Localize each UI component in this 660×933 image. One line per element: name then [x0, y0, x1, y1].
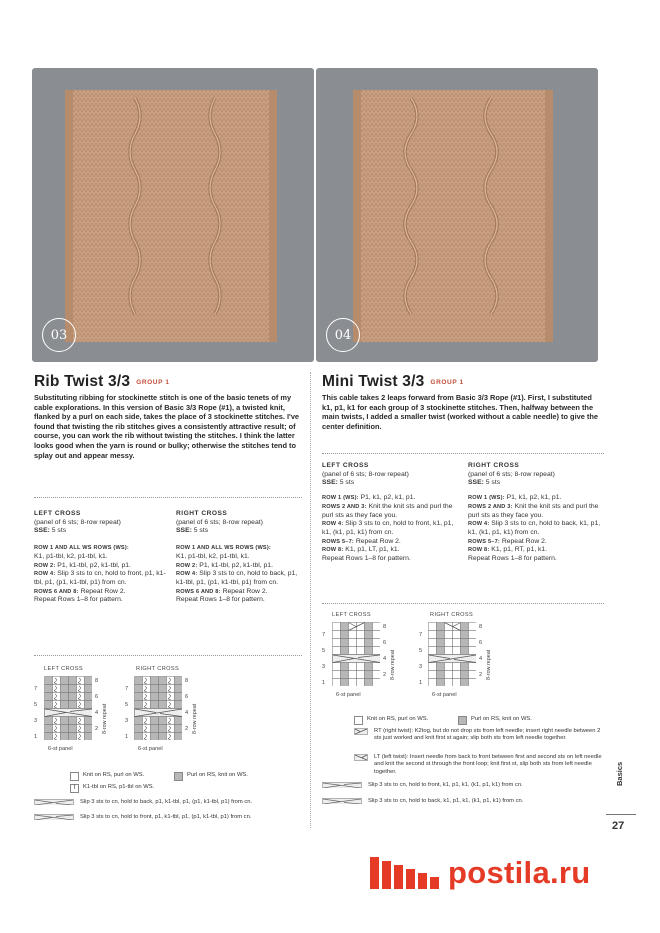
chart-cell: [437, 631, 445, 639]
chart-cell: [333, 647, 341, 655]
section-heading: LEFT CROSS: [34, 510, 81, 517]
row-instruction: Repeat Rows 1–8 for pattern.: [468, 555, 557, 563]
chart-cell: [135, 677, 143, 685]
chart-cell: [45, 693, 53, 701]
chart-cell: [151, 717, 159, 725]
chart-cell: [469, 679, 477, 687]
chart-cell: [45, 685, 53, 693]
chart-cell: [469, 663, 477, 671]
chart-cell: [45, 725, 53, 733]
repeat-label: 8-row repeat: [192, 703, 198, 734]
chart-cell: [333, 631, 341, 639]
row-instruction: Repeat Rows 1–8 for pattern.: [176, 596, 265, 604]
chart-cell: [341, 647, 349, 655]
chart-cell: [61, 717, 69, 725]
repeat-label: 8-row repeat: [390, 649, 396, 680]
chart-cell: [461, 647, 469, 655]
chart-cell: [365, 647, 373, 655]
section-heading: RIGHT CROSS: [176, 510, 228, 517]
row-instruction: ROWS 6 AND 8: Repeat Row 2.: [176, 587, 268, 595]
chart-grid-right-cross: [134, 676, 182, 740]
chart-cell: [175, 717, 183, 725]
divider: [322, 603, 604, 604]
chart-cell: [341, 631, 349, 639]
chart-cell: [373, 631, 381, 639]
sse-value: 5 sts: [339, 479, 355, 487]
panel-label: 6-st panel: [336, 692, 361, 698]
chart-cell: [373, 671, 381, 679]
chart-cell: [373, 647, 381, 655]
chart-cell: [365, 671, 373, 679]
chart-cell: [159, 701, 167, 709]
legend-item: Slip 3 sts to cn, hold to front, p1, k1-tbl, p1, (p1, k1-tbl, p1) from cn.: [34, 814, 251, 821]
chart-cell: [85, 701, 93, 709]
row-instruction: ROW 1 AND ALL WS ROWS (WS): K1, p1-tbl, k2, p1-tbl, k1.: [176, 545, 271, 560]
panel-label: 6-st panel: [48, 746, 73, 752]
chart-cell: [461, 671, 469, 679]
chart-cell: [341, 671, 349, 679]
legend-mini-twist: [322, 716, 606, 828]
section-heading: RIGHT CROSS: [468, 462, 520, 469]
watermark-logo-icon: [370, 855, 442, 891]
row-instruction: ROW 4: Slip 3 sts to cn, hold to front, k1, p1, k1, (k1, p1, k1) from cn.: [322, 520, 454, 536]
sse-label: SSE:: [322, 479, 338, 487]
pattern-intro: This cable takes 2 leaps forward from Basic 3/3 Rope (#1). First, I substituted k1, p1, k1 for each group of 3 stockinette stitches. Then, halfway between the main twists, I added a smaller twist (worked without a cable needle) to give the center definition.: [322, 393, 598, 431]
watermark-text: postila: [448, 855, 551, 890]
chart-cell: [175, 725, 183, 733]
chart-cell: [429, 623, 437, 631]
row-instruction: ROW 2: P1, k1-tbl, p2, k1-tbl, p1.: [176, 561, 273, 569]
chart-cell: [159, 685, 167, 693]
watermark-tld: .ru: [550, 855, 591, 890]
chart-cell: [341, 663, 349, 671]
chart-cell: [365, 623, 373, 631]
chart-cell: [61, 733, 69, 741]
pattern-title: [34, 373, 170, 391]
chart-cell: [349, 679, 357, 687]
row-instruction: ROWS 6 AND 8: Repeat Row 2.: [34, 587, 126, 595]
cable-front-symbol-icon: [34, 814, 74, 820]
chart-cell: [85, 685, 93, 693]
row-instruction: Repeat Rows 1–8 for pattern.: [34, 596, 123, 604]
row-instruction: ROW 4: Slip 3 sts to cn, hold to front, p1, k1-tbl, p1, (p1, k1-tbl, p1) from cn.: [34, 570, 166, 586]
chart-cell: [151, 733, 159, 741]
chart-title-right: RIGHT CROSS: [430, 612, 474, 618]
legend-item: Slip 3 sts to cn, hold to front, k1, p1, k1, (k1, p1, k1) from cn.: [322, 782, 523, 789]
charts-rib-twist: LEFT CROSS RIGHT CROSS 7 5 3 1 8 6 4 2 8-row repeat 7 5 3 1 8 6 4 2 8-row repeat 6-st panel 6-st panel: [34, 666, 198, 752]
chart-cell: [453, 647, 461, 655]
chart-cell: [357, 631, 365, 639]
chart-cell: [175, 685, 183, 693]
pattern-number-badge: 04: [326, 318, 360, 352]
chart-cell: [61, 693, 69, 701]
section-heading: LEFT CROSS: [322, 462, 369, 469]
chart-cell: [341, 639, 349, 647]
sse-label: SSE:: [468, 479, 484, 487]
panel-info: (panel of 6 sts; 8-row repeat): [34, 518, 121, 526]
chart-cell: [469, 631, 477, 639]
chart-cell: [469, 639, 477, 647]
chart-cell: [333, 671, 341, 679]
chart-cell: [437, 663, 445, 671]
chart-cell: [69, 717, 77, 725]
instructions-left-cross: [34, 510, 168, 605]
chart-cell: [357, 671, 365, 679]
panel-info: (panel of 6 sts; 8-row repeat): [176, 518, 263, 526]
chart-cell: [69, 725, 77, 733]
chart-cell: [135, 725, 143, 733]
pattern-title-text: Rib Twist 3/3: [34, 373, 131, 390]
chart-cell: [159, 677, 167, 685]
chart-cell: [61, 685, 69, 693]
knit-symbol-icon: [70, 772, 79, 781]
chart-cell: [357, 639, 365, 647]
chart-cell: [85, 717, 93, 725]
chart-cell: [333, 623, 341, 631]
chart-cell: [429, 631, 437, 639]
chart-cell: [45, 733, 53, 741]
row-instruction: ROW 1 (WS): P1, k1, p2, k1, p1.: [468, 494, 562, 502]
chart-cell: [175, 733, 183, 741]
chart-cell: [61, 701, 69, 709]
chart-cell: [341, 679, 349, 687]
chart-cell: [445, 679, 453, 687]
group-label: GROUP 1: [430, 379, 464, 386]
sse-label: SSE:: [34, 527, 50, 535]
chart-cell: [437, 647, 445, 655]
chart-cell: [365, 631, 373, 639]
chart-cell: [437, 639, 445, 647]
pattern-title: [322, 373, 464, 391]
chart-cell: [445, 639, 453, 647]
chart-grid-left-cross: [332, 622, 380, 686]
panel-info: (panel of 6 sts; 8-row repeat): [322, 470, 409, 478]
twisted-knit-icon: ⌇: [70, 784, 79, 793]
row-instruction: ROWS 2 AND 3: Knit the knit sts and purl the purl sts as they face you.: [322, 502, 453, 519]
chart-cell: [357, 679, 365, 687]
row-instruction: ROW 4: Slip 3 sts to cn, hold to back, k1, p1, k1, (k1, p1, k1) from cn.: [468, 520, 601, 536]
chart-cell: [135, 701, 143, 709]
row-instruction: Repeat Rows 1–8 for pattern.: [322, 555, 411, 563]
watermark: [370, 855, 591, 891]
chart-cell: [373, 639, 381, 647]
chart-cell: [429, 639, 437, 647]
chart-cell: [357, 647, 365, 655]
chart-grid-right-cross: [428, 622, 476, 686]
chart-cell: [175, 677, 183, 685]
chart-cell: [85, 693, 93, 701]
chart-cell: [469, 647, 477, 655]
chart-cell: [61, 725, 69, 733]
divider: [34, 655, 302, 656]
chart-cell: [135, 693, 143, 701]
pattern-number-badge: 03: [42, 318, 76, 352]
purl-symbol-icon: [458, 716, 467, 725]
chart-cell: [357, 623, 365, 631]
chart-cell: [469, 623, 477, 631]
repeat-label: 8-row repeat: [486, 649, 492, 680]
right-twist-icon: [354, 728, 368, 735]
row-instruction: ROW 4: Slip 3 sts to cn, hold to back, p1, k1-tbl, p1, (p1, k1-tbl, p1) from cn.: [176, 570, 298, 586]
pattern-title-text: Mini Twist 3/3: [322, 373, 425, 390]
chart-cell: [373, 663, 381, 671]
page-number-rule: [606, 814, 636, 815]
panel-label: 6-st panel: [138, 746, 163, 752]
chart-cell: [365, 663, 373, 671]
chart-cell: [365, 679, 373, 687]
chart-cell: [151, 685, 159, 693]
chart-cell: [61, 677, 69, 685]
instructions-right-cross: [176, 510, 304, 605]
chart-cell: [151, 693, 159, 701]
legend-item: Slip 3 sts to cn, hold to back, k1, p1, k1, (k1, p1, k1) from cn.: [322, 798, 523, 805]
group-label: GROUP 1: [136, 379, 170, 386]
chart-cell: [445, 631, 453, 639]
sse-value: 5 sts: [193, 527, 209, 535]
knit-symbol-icon: [354, 716, 363, 725]
chart-cell: [373, 679, 381, 687]
chart-cell: [151, 677, 159, 685]
chart-cell: [461, 639, 469, 647]
chart-grid-left-cross: [44, 676, 92, 740]
chart-cell: [469, 671, 477, 679]
chart-cell: [85, 725, 93, 733]
chart-cell: [333, 679, 341, 687]
sse-value: 5 sts: [485, 479, 501, 487]
column-divider: [310, 372, 311, 828]
row-instruction: ROW 1 (WS): P1, k1, p2, k1, p1.: [322, 494, 416, 502]
purl-symbol-icon: [174, 772, 183, 781]
chart-cell: [159, 717, 167, 725]
chart-cell: [135, 733, 143, 741]
chart-cell: [349, 671, 357, 679]
legend-item: ⌇ K1-tbl on RS, p1-tbl on WS.: [70, 784, 154, 793]
chart-title-left: LEFT CROSS: [44, 666, 84, 672]
chart-cell: [333, 639, 341, 647]
cable-back-symbol-icon: [322, 798, 362, 804]
instructions-right-cross: [468, 462, 606, 564]
divider: [34, 497, 302, 498]
chart-title-right: RIGHT CROSS: [136, 666, 180, 672]
chart-cell: [365, 639, 373, 647]
chart-cell: [135, 717, 143, 725]
chart-cell: [135, 685, 143, 693]
chart-cell: [333, 663, 341, 671]
instructions-left-cross: [322, 462, 462, 564]
left-twist-icon: [354, 754, 368, 761]
section-tab: Basics: [615, 761, 624, 786]
chart-cell: [159, 733, 167, 741]
sse-value: 5 sts: [51, 527, 67, 535]
chart-cell: [349, 663, 357, 671]
chart-cell: [429, 663, 437, 671]
legend-item: Purl on RS, knit on WS.: [458, 716, 532, 725]
row-instruction: ROW 8: K1, p1, RT, p1, k1.: [468, 546, 548, 554]
legend-item: Slip 3 sts to cn, hold to back, p1, k1-tbl, p1, (p1, k1-tbl, p1) from cn.: [34, 799, 252, 806]
chart-cell: [429, 671, 437, 679]
chart-cell: [349, 639, 357, 647]
chart-cell: [461, 663, 469, 671]
chart-cell: [45, 677, 53, 685]
chart-cell: [373, 623, 381, 631]
chart-cell: [349, 631, 357, 639]
chart-cell: [445, 647, 453, 655]
row-instruction: ROW 8: K1, p1, LT, p1, k1.: [322, 546, 400, 554]
legend-item: Purl on RS, knit on WS.: [174, 772, 248, 781]
legend-item: RT (right twist): K2tog, but do not drop sts from left needle; insert right needle between 2 sts just worked and knit first st again; slip both sts from left needle together.: [354, 728, 604, 743]
chart-cell: [159, 725, 167, 733]
chart-cell: [437, 623, 445, 631]
chart-cell: [445, 623, 453, 631]
chart-cell: [159, 693, 167, 701]
legend-rib-twist: [34, 772, 309, 832]
chart-cell: [453, 631, 461, 639]
chart-cell: [151, 701, 159, 709]
chart-cell: [437, 679, 445, 687]
swatch-photo-rib-twist: [32, 68, 314, 362]
row-instruction: ROW 1 AND ALL WS ROWS (WS): K1, p1-tbl, k2, p1-tbl, k1.: [34, 545, 129, 560]
chart-cell: [453, 679, 461, 687]
chart-cell: [437, 671, 445, 679]
divider: [322, 453, 604, 454]
pattern-intro: Substituting ribbing for stockinette stitch is one of the basic tenets of my cable explorations. In this version of Basic 3/3 Rope (#1), a twisted knit, flanked by a purl on each side, takes the place of 3 stockinette stitches. I've found that twisting the rib stitches gives a consistently attractive result; of course, you can work the rib without twisting the stitches. I think the latter looks good when the yarn is round or bulky; otherwise the stitches tend to splay out and appear messy.: [34, 393, 300, 460]
row-instruction: ROW 2: P1, k1-tbl, p2, k1-tbl, p1.: [34, 561, 131, 569]
chart-cell: [69, 733, 77, 741]
legend-item: LT (left twist): Insert needle from back to front between first and second sts on left needle and knit the second st through the front loop; knit first st, slip both sts from left needle together.: [354, 754, 604, 776]
chart-cell: [45, 717, 53, 725]
chart-cell: [69, 701, 77, 709]
swatch-photo-mini-twist: [316, 68, 598, 362]
charts-mini-twist: LEFT CROSS RIGHT CROSS 7 5 3 1 8 6 4 2 8-row repeat 7 5 3 1 8 6 4 2 8-row repeat 6-st panel 6-st panel: [322, 612, 492, 698]
chart-cell: [429, 679, 437, 687]
cable-front-symbol-icon: [322, 782, 362, 788]
chart-cell: [151, 725, 159, 733]
chart-cell: [453, 639, 461, 647]
chart-cell: [461, 679, 469, 687]
repeat-label: 8-row repeat: [102, 703, 108, 734]
chart-cell: [453, 671, 461, 679]
chart-cell: [69, 677, 77, 685]
chart-cell: [461, 631, 469, 639]
chart-cell: [175, 701, 183, 709]
chart-cell: [453, 663, 461, 671]
panel-label: 6-st panel: [432, 692, 457, 698]
chart-cell: [175, 693, 183, 701]
chart-cell: [429, 647, 437, 655]
sse-label: SSE:: [176, 527, 192, 535]
chart-cell: [69, 685, 77, 693]
chart-cell: [341, 623, 349, 631]
chart-cell: [357, 663, 365, 671]
row-instruction: ROWS 2 AND 3: Knit the knit sts and purl the purl sts as they face you.: [468, 502, 599, 519]
chart-cell: [85, 677, 93, 685]
legend-item: Knit on RS, purl on WS.: [70, 772, 144, 781]
chart-cell: [69, 693, 77, 701]
chart-title-left: LEFT CROSS: [332, 612, 372, 618]
chart-cell: [445, 671, 453, 679]
cable-back-symbol-icon: [34, 799, 74, 805]
chart-cell: [349, 647, 357, 655]
chart-cell: [45, 701, 53, 709]
row-instruction: ROWS 5–7: Repeat Row 2.: [468, 537, 547, 545]
page-number: 27: [612, 820, 625, 832]
chart-cell: [85, 733, 93, 741]
panel-info: (panel of 6 sts; 8-row repeat): [468, 470, 555, 478]
row-instruction: ROWS 5–7: Repeat Row 2.: [322, 537, 401, 545]
chart-cell: [461, 623, 469, 631]
chart-cell: [445, 663, 453, 671]
legend-item: Knit on RS, purl on WS.: [354, 716, 428, 725]
